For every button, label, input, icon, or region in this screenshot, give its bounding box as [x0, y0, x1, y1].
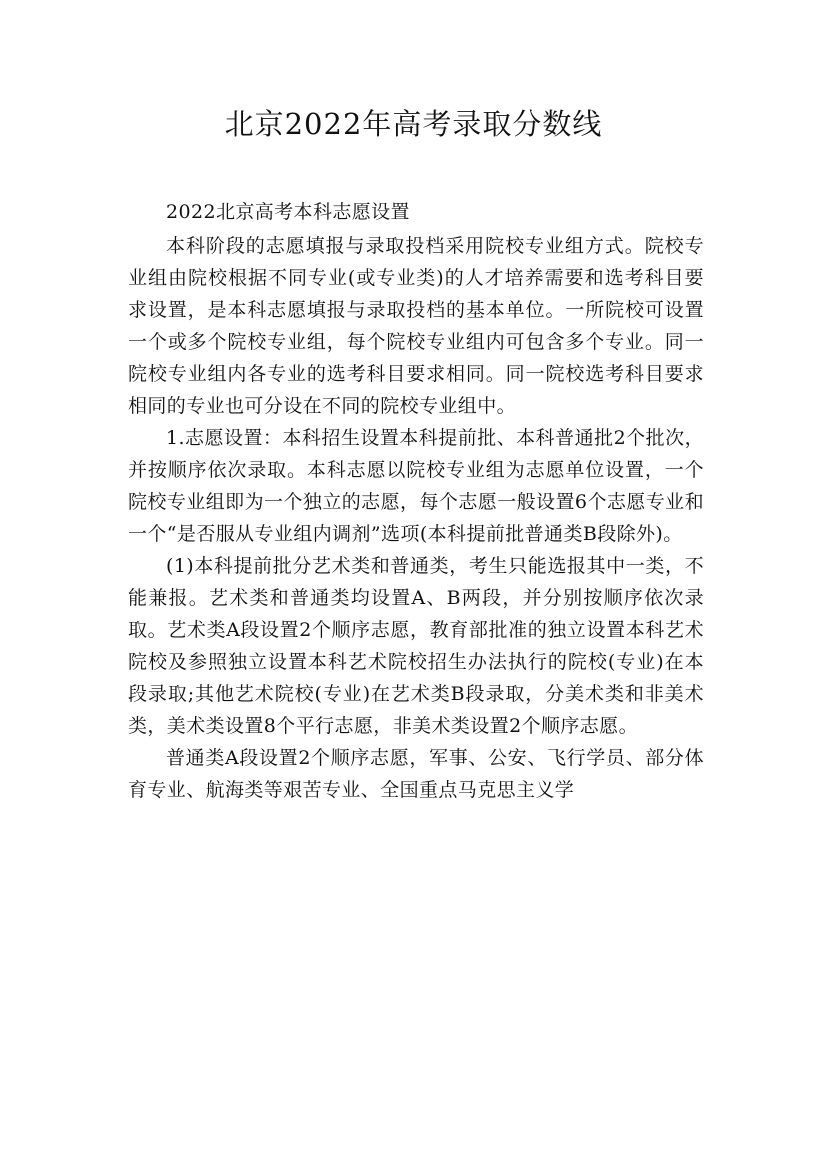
paragraph-intro: 本科阶段的志愿填报与录取投档采用院校专业组方式。院校专业组由院校根据不同专业(或专业类)的人才培养需要和选考科目要求设置，是本科志愿填报与录取投档的基本单位。一所院校可设置一个或多个院校专业组，每个院校专业组内可包含多个专业。同一院校专业组内各专业的选考科目要求相同。同一院校选考科目要求相同的专业也可分设在不同的院校专业组中。 [128, 235, 704, 417]
section-heading: 2022北京高考本科志愿设置 [166, 201, 410, 223]
document-title: 北京2022年高考录取分数线 [224, 107, 603, 141]
document-body [128, 196, 704, 806]
paragraph-general-a: 普通类A段设置2个顺序志愿，军事、公安、飞行学员、部分体育专业、航海类等艰苦专业、全国重点马克思主义学 [128, 747, 704, 801]
paragraph-early-batch: (1)本科提前批分艺术类和普通类，考生只能选报其中一类，不能兼报。艺术类和普通类均设置A、B两段，并分别按顺序依次录取。艺术类A段设置2个顺序志愿，教育部批准的独立设置本科艺术院校及参照独立设置本科艺术院校招生办法执行的院校(专业)在本段录取;其他艺术院校(专业)在艺术类B段录取，分美术类和非美术类，美术类设置8个平行志愿，非美术类设置2个顺序志愿。 [128, 555, 704, 737]
paragraph-volunteer-setup: 1.志愿设置：本科招生设置本科提前批、本科普通批2个批次，并按顺序依次录取。本科志愿以院校专业组为志愿单位设置，一个院校专业组即为一个独立的志愿，每个志愿一般设置6个志愿专业和一个“是否服从专业组内调剂”选项(本科提前批普通类B段除外)。 [128, 427, 704, 545]
